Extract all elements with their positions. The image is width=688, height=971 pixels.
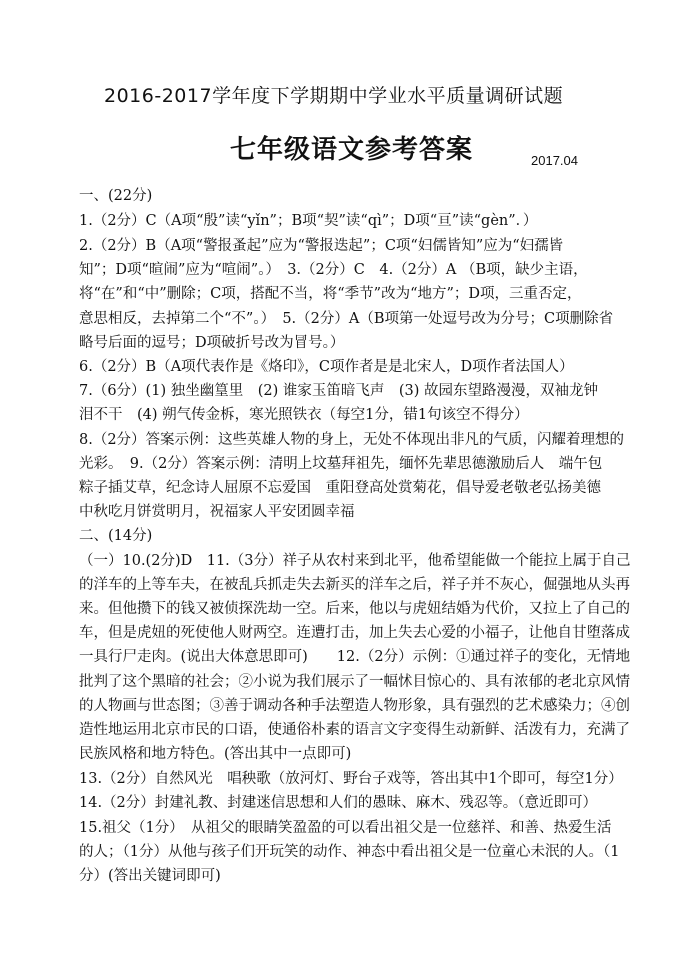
section-heading: 一、(22分) — [79, 188, 153, 204]
section-heading: 二、(14分) — [79, 528, 153, 544]
answer-line: 将“在”和“中”删除；C项，搭配不当，将“季节”改为“地方”；D项，三重否定， — [79, 286, 582, 302]
answer-line: 2.（2分）B（A项“警报蚤起”应为“警报迭起”；C项“妇儒皆知”应为“妇孺皆 — [79, 238, 564, 254]
answer-line: 8.（2分）答案示例：这些英雄人物的身上，无处不体现出非凡的气质，闪耀着理想的 — [79, 432, 625, 448]
answer-line: 7.（6分）(1) 独坐幽篁里 (2) 谁家玉笛暗飞声 (3) 故园东望路漫漫，双袖龙钟 — [79, 383, 599, 399]
answer-line: 民族风格和地方特色。(答出其中一点即可) — [79, 746, 352, 762]
answer-line: 知”；D项“暄闹”应为“喧闹”。） 3.（2分）C 4.（2分）A （B项，缺少主语， — [79, 262, 588, 278]
answer-line: 的洋车的上等车夫，在被乱兵抓走失去新买的洋车之后，祥子并不灰心，倔强地从头再 — [79, 577, 630, 593]
answer-line: 车，但是虎妞的死使他人财两空。连遭打击，加上失去心爱的小福子，让他自甘堕落成 — [79, 625, 630, 641]
answer-line: 意思相反，去掉第二个“不”。） 5.（2分）A（B项第一处逗号改为分号；C项删除省 — [79, 311, 614, 327]
answer-line: （一）10.(2分)D 11.（3分）祥子从农村来到北平，他希望能做一个能拉上属于自己 — [79, 553, 631, 569]
answer-line: 来。但他攒下的钱又被侦探洗劫一空。后来，他以与虎妞结婚为代价，又拉上了自己的 — [79, 601, 630, 617]
exam-title: 2016-2017学年度下学期期中学业水平质量调研试题 — [104, 85, 564, 107]
answer-line: 光彩。 9.（2分）答案示例：清明上坟墓拜祖先，缅怀先辈思德激励后人 端午包 — [79, 456, 603, 472]
answer-line: 造性地运用北京市民的口语，使通俗朴素的语言文字变得生动新鲜、活泼有力，充满了 — [79, 722, 630, 738]
answer-line: 泪不干 (4) 朔气传金柝，寒光照铁衣（每空1分，错1句该空不得分） — [79, 407, 529, 423]
answer-line: 一具行尸走肉。(说出大体意思即可) 12.（2分）示例：①通过祥子的变化，无情地 — [79, 649, 631, 665]
answer-line: 批判了这个黑暗的社会；②小说为我们展示了一幅怵目惊心的、具有浓郁的老北京风情 — [79, 674, 630, 690]
document-date: 2017.04 — [531, 153, 578, 168]
answer-line: 中秋吃月饼赏明月，祝福家人平安团圆幸福 — [79, 504, 355, 520]
answer-line: 分）(答出关键词即可) — [79, 868, 221, 884]
answer-line: 15.祖父（1分） 从祖父的眼睛笑盈盈的可以看出祖父是一位慈祥、和善、热爱生活 — [79, 820, 612, 836]
answer-line: 1.（2分）C（A项“殷”读“yǐn”；B项“契”读“qì”；D项“亘”读“gèn”．） — [79, 213, 538, 229]
answer-line: 的人物画与世态图；③善于调动各种手法塑造人物形象，具有强烈的艺术感染力；④创 — [79, 698, 630, 714]
answer-line: 的人；（1分）从他与孩子们开玩笑的动作、神态中看出祖父是一位童心未泯的人。（1 — [79, 844, 620, 860]
answer-line: 6.（2分）B（A项代表作是《烙印》，C项作者是是北宋人，D项作者法国人） — [79, 359, 574, 375]
document-subtitle: 七年级语文参考答案 — [230, 135, 474, 165]
answer-line: 略号后面的逗号；D项破折号改为冒号。） — [79, 335, 345, 351]
answer-line: 14.（2分）封建礼教、封建迷信思想和人们的愚昧、麻木、残忍等。（意近即可） — [79, 795, 598, 811]
answer-line: 粽子插艾草，纪念诗人屈原不忘爱国 重阳登高处赏菊花，倡导爱老敬老弘扬美德 — [79, 480, 601, 496]
answer-line: 13.（2分）自然风光 唱秧歌（放河灯、野台子戏等，答出其中1个即可，每空1分） — [79, 771, 623, 787]
